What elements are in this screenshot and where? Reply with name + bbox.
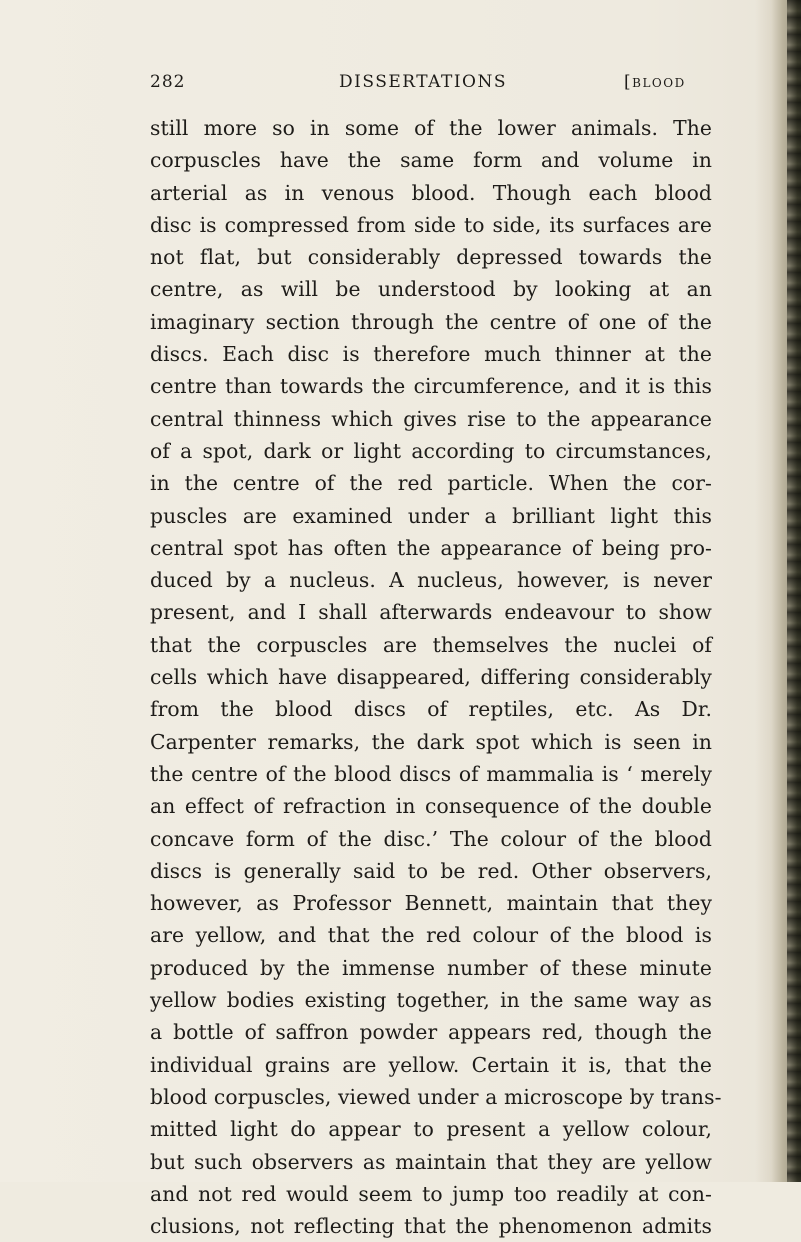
- page-number: 282: [150, 72, 186, 92]
- text-line: a bottle of saffron powder appears red, though the: [150, 1020, 712, 1045]
- text-line: centre, as will be understood by looking at an: [150, 277, 712, 302]
- text-line: yellow bodies existing together, in the same way as: [150, 988, 712, 1013]
- text-line: puscles are examined under a brilliant light this: [150, 503, 712, 528]
- text-line: the centre of the blood discs of mammalia is ‘ merely: [150, 761, 712, 786]
- binding-edge: [787, 0, 801, 1182]
- text-line: of a spot, dark or light according to circumstances,: [150, 438, 712, 463]
- text-line: but such observers as maintain that they are yellow: [150, 1149, 712, 1174]
- text-line: concave form of the disc.’ The colour of the blood: [150, 826, 712, 851]
- text-line: imaginary section through the centre of one of the: [150, 309, 712, 334]
- text-line: an effect of refraction in consequence of the double: [150, 794, 712, 819]
- text-line: discs is generally said to be red. Other observers,: [150, 858, 712, 883]
- text-line: blood corpuscles, viewed under a microscope by trans-: [150, 1084, 722, 1109]
- text-line: present, and I shall afterwards endeavour to show: [150, 600, 712, 625]
- text-line: mitted light do appear to present a yellow colour,: [150, 1117, 712, 1142]
- text-line: disc is compressed from side to side, its surfaces are: [150, 212, 712, 237]
- text-line: are yellow, and that the red colour of the blood is: [150, 923, 712, 948]
- text-line: centre than towards the circumference, and it is this: [150, 374, 712, 399]
- body-paragraph: [150, 112, 722, 1242]
- running-title: DISSERTATIONS: [339, 72, 508, 92]
- text-line: in the centre of the red particle. When the cor-: [150, 471, 712, 496]
- text-line: still more so in some of the lower animals. The: [150, 116, 712, 140]
- text-line: not flat, but considerably depressed towards the: [150, 245, 712, 270]
- running-header: [150, 72, 710, 96]
- text-line: cells which have disappeared, differing considerably: [150, 665, 712, 690]
- text-line: however, as Professor Bennett, maintain that they: [150, 891, 712, 916]
- text-line: discs. Each disc is therefore much thinner at the: [150, 342, 712, 367]
- text-line: central thinness which gives rise to the appearance: [150, 406, 712, 431]
- text-line: and not red would seem to jump too readily at con-: [150, 1181, 712, 1206]
- text-line: clusions, not reflecting that the phenomenon admits: [150, 1214, 712, 1239]
- text-line: central spot has often the appearance of being pro-: [150, 535, 712, 560]
- text-line: corpuscles have the same form and volume in: [150, 148, 712, 173]
- text-line: individual grains are yellow. Certain it is, that the: [150, 1052, 712, 1077]
- text-line: Carpenter remarks, the dark spot which is seen in: [150, 729, 712, 754]
- text-line: arterial as in venous blood. Though each blood: [150, 180, 712, 205]
- running-section: [blood: [624, 72, 686, 92]
- text-line: that the corpuscles are themselves the nuclei of: [150, 632, 712, 657]
- text-line: from the blood discs of reptiles, etc. As Dr.: [150, 697, 712, 722]
- text-line: duced by a nucleus. A nucleus, however, is never: [150, 568, 712, 593]
- text-line: produced by the immense number of these minute: [150, 955, 712, 980]
